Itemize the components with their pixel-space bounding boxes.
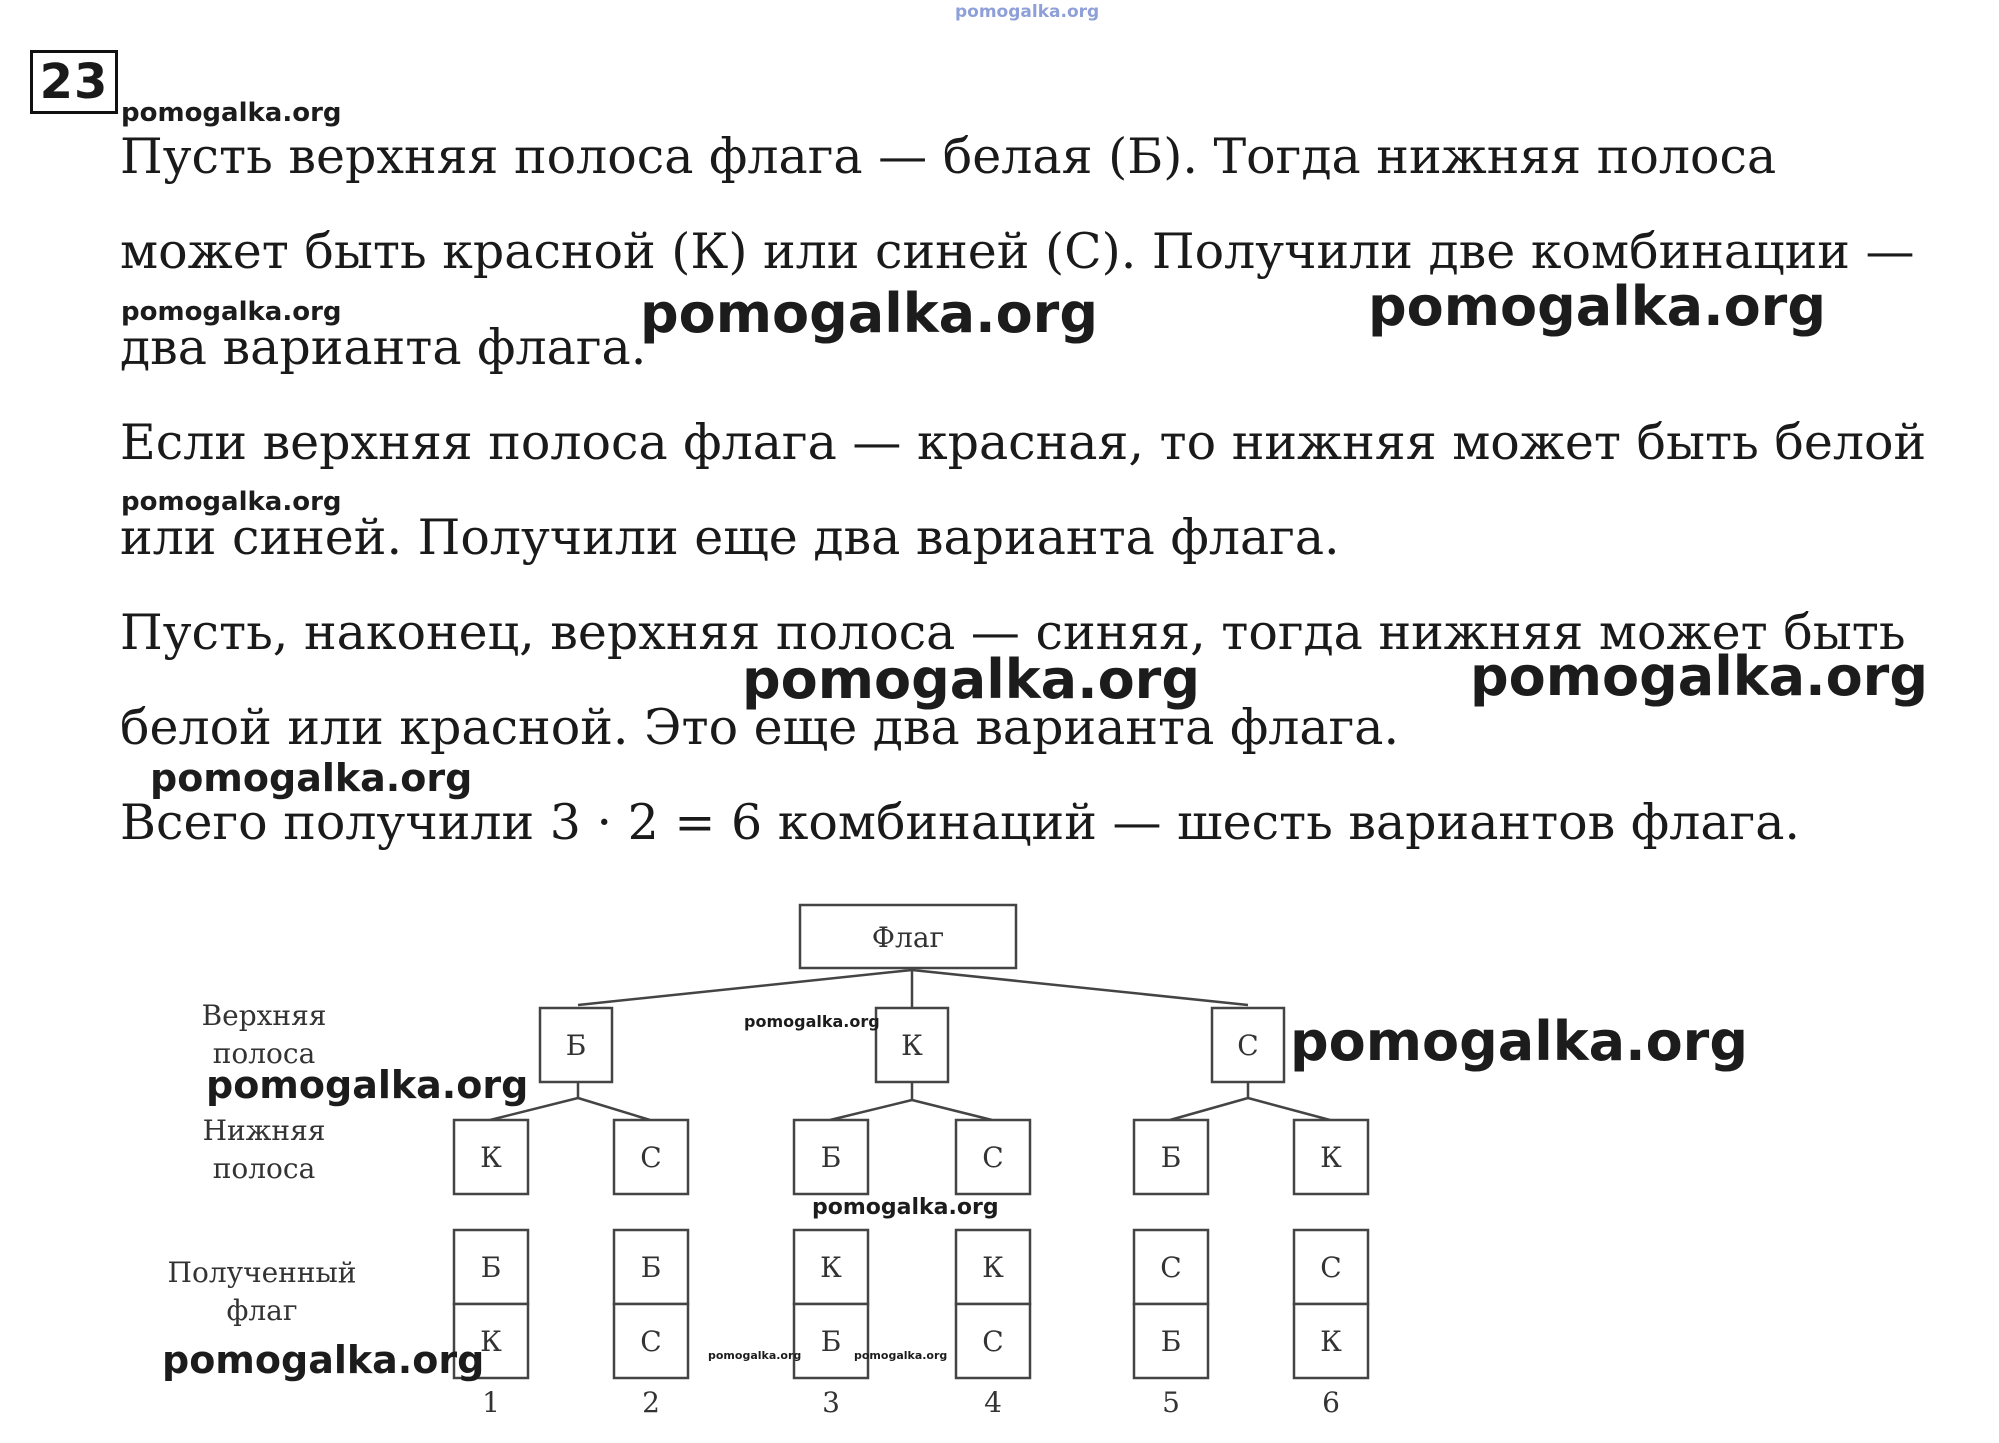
watermark-9: pomogalka.org bbox=[744, 1012, 880, 1031]
problem-number: 23 bbox=[30, 50, 118, 114]
text-line-2: может быть красной (К) или синей (С). Получили две комбинации — bbox=[120, 223, 1915, 280]
svg-text:К: К bbox=[820, 1251, 842, 1284]
svg-text:К: К bbox=[1320, 1141, 1342, 1174]
svg-text:С: С bbox=[640, 1325, 662, 1358]
svg-text:Б: Б bbox=[1160, 1325, 1182, 1358]
row-label-top-1: Верхняя bbox=[201, 999, 327, 1032]
svg-text:К: К bbox=[901, 1029, 923, 1062]
watermark-5: pomogalka.org bbox=[121, 487, 342, 517]
watermark-14: pomogalka.org bbox=[708, 1349, 802, 1362]
row-label-bottom-1: Нижняя bbox=[202, 1114, 326, 1147]
svg-text:К: К bbox=[982, 1251, 1004, 1284]
text-line-3: два варианта флага. bbox=[120, 319, 647, 376]
svg-text:С: С bbox=[640, 1141, 662, 1174]
result-flag bbox=[1134, 1230, 1208, 1419]
svg-text:Б: Б bbox=[640, 1251, 662, 1284]
top-stripe-node bbox=[540, 1008, 612, 1082]
result-flag bbox=[1294, 1230, 1368, 1419]
flag-number: 5 bbox=[1162, 1386, 1180, 1419]
svg-text:С: С bbox=[1237, 1029, 1259, 1062]
flag-number: 6 bbox=[1322, 1386, 1340, 1419]
watermark-8: pomogalka.org bbox=[150, 756, 473, 800]
result-flag bbox=[614, 1230, 688, 1419]
svg-text:Б: Б bbox=[1160, 1141, 1182, 1174]
row-label-result-1: Полученный bbox=[167, 1256, 357, 1289]
text-line-8: Всего получили 3 · 2 = 6 комбинаций — шесть вариантов флага. bbox=[120, 794, 1800, 851]
flag-number: 3 bbox=[822, 1386, 840, 1419]
watermark-3: pomogalka.org bbox=[640, 282, 1098, 345]
row-label-bottom-2: полоса bbox=[212, 1152, 316, 1185]
svg-text:С: С bbox=[982, 1325, 1004, 1358]
svg-text:К: К bbox=[480, 1325, 502, 1358]
tree-root-node bbox=[800, 905, 1016, 968]
result-flag bbox=[454, 1230, 528, 1419]
text-line-4: Если верхняя полоса флага — красная, то нижняя может быть белой bbox=[120, 414, 1927, 471]
row-label-result-2: флаг bbox=[226, 1294, 298, 1327]
svg-text:К: К bbox=[480, 1141, 502, 1174]
svg-text:Б: Б bbox=[565, 1029, 587, 1062]
flag-number: 2 bbox=[642, 1386, 660, 1419]
flag-number: 4 bbox=[984, 1386, 1002, 1419]
watermark-15: pomogalka.org bbox=[854, 1349, 948, 1362]
text-line-6: Пусть, наконец, верхняя полоса — синяя, тогда нижняя может быть bbox=[120, 604, 1906, 661]
watermark-7: pomogalka.org bbox=[1470, 645, 1928, 708]
tree-root-label: Флаг bbox=[871, 921, 945, 954]
svg-text:С: С bbox=[982, 1141, 1004, 1174]
watermark-2: pomogalka.org bbox=[121, 297, 342, 327]
bottom-stripe-node bbox=[454, 1120, 528, 1194]
watermark-11: pomogalka.org bbox=[206, 1063, 529, 1107]
top-stripe-node bbox=[1212, 1008, 1284, 1082]
svg-text:С: С bbox=[1320, 1251, 1342, 1284]
svg-text:Б: Б bbox=[820, 1325, 842, 1358]
svg-text:К: К bbox=[1320, 1325, 1342, 1358]
watermark-12: pomogalka.org bbox=[812, 1195, 999, 1220]
watermark-1: pomogalka.org bbox=[121, 98, 342, 128]
svg-text:С: С bbox=[1160, 1251, 1182, 1284]
watermark-top: pomogalka.org bbox=[955, 2, 1100, 22]
svg-text:Б: Б bbox=[480, 1251, 502, 1284]
result-flag bbox=[956, 1230, 1030, 1419]
svg-text:Б: Б bbox=[820, 1141, 842, 1174]
bottom-stripe-node bbox=[794, 1120, 868, 1194]
bottom-stripe-node bbox=[1134, 1120, 1208, 1194]
flag-number: 1 bbox=[482, 1386, 500, 1419]
text-line-1: Пусть верхняя полоса флага — белая (Б). Тогда нижняя полоса bbox=[120, 128, 1777, 185]
bottom-stripe-node bbox=[956, 1120, 1030, 1194]
row-label-top-2: полоса bbox=[212, 1037, 316, 1070]
watermark-4: pomogalka.org bbox=[1368, 275, 1826, 338]
watermark-10: pomogalka.org bbox=[1290, 1010, 1748, 1073]
top-stripe-node bbox=[876, 1008, 948, 1082]
bottom-stripe-node bbox=[614, 1120, 688, 1194]
watermark-13: pomogalka.org bbox=[162, 1338, 485, 1382]
watermark-6: pomogalka.org bbox=[742, 648, 1200, 711]
bottom-stripe-node bbox=[1294, 1120, 1368, 1194]
text-line-7: белой или красной. Это еще два варианта флага. bbox=[120, 699, 1400, 756]
result-flag bbox=[794, 1230, 868, 1419]
text-line-5: или синей. Получили еще два варианта флага. bbox=[120, 509, 1340, 566]
